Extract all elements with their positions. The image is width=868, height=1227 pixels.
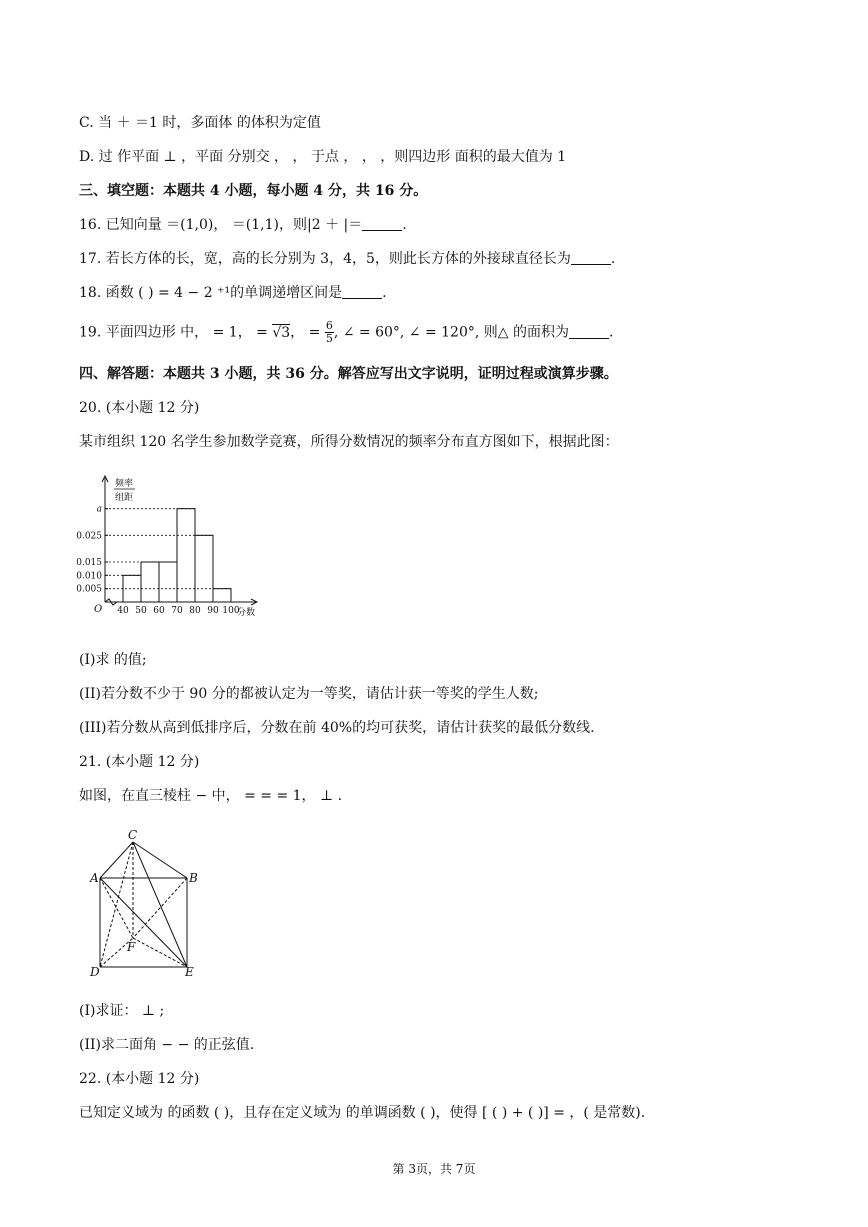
q19-fraction: [325, 320, 334, 345]
q16-text: 16. 已知向量 ＝(1,0)， ＝(1,1)，则|2 ＋ |＝: [79, 217, 363, 233]
histogram-bar: [159, 562, 177, 602]
q19-denominator: 5: [325, 332, 333, 345]
q20-part-ii: (II)若分数不少于 90 分的都被认定为一等奖，请估计获一等奖的学生人数;: [79, 686, 539, 702]
x-tick-label: 40: [117, 606, 129, 616]
y-tick-label: 0.015: [76, 558, 102, 568]
q18-text: 18. 函数 ( ) = 4 − 2 ⁺¹的单调递增区间是: [79, 285, 343, 301]
y-tick-label: 0.005: [76, 584, 102, 595]
label-e: E: [185, 965, 194, 979]
answer-blank: [342, 284, 382, 299]
q21-part-i: (I)求证： ⊥ ;: [79, 1003, 165, 1019]
edge-ca: [100, 842, 133, 878]
q20-part-iii: (III)若分数从高到低排序后，分数在前 40%的均可获奖，请估计获奖的最低分数线.: [79, 720, 595, 736]
x-tick-label: 70: [171, 606, 183, 616]
question-18: [79, 283, 387, 303]
label-b: B: [189, 871, 198, 885]
question-17: [79, 249, 615, 269]
x-tick-label: 80: [189, 606, 201, 616]
y-tick-label: 0.025: [76, 531, 102, 542]
q19-sqrt: √3: [272, 324, 291, 341]
histogram-bar: [141, 562, 159, 602]
x-tick-label: 60: [153, 606, 165, 616]
x-tick-label: 50: [135, 606, 147, 616]
x-tick-label: 100: [222, 606, 240, 616]
frequency-histogram: [76, 474, 279, 624]
prism-figure: [85, 826, 205, 981]
q16-end: .: [402, 217, 407, 233]
label-c: C: [128, 828, 138, 842]
q19-numerator: 6: [325, 319, 333, 332]
label-d: D: [90, 965, 100, 979]
q19-text-2: ， =: [290, 324, 321, 341]
answer-blank: [362, 216, 402, 231]
y-tick-label: 0.010: [76, 571, 102, 582]
y-axis-label-denominator: 组距: [115, 493, 134, 503]
section-4-heading: 四、解答题：本题共 3 小题，共 36 分。解答应写出文字说明，证明过程或演算步骤。: [79, 366, 618, 382]
edge-ae: [100, 878, 187, 967]
option-c: C. 当 ＋ ＝1 时，多面体 的体积为定值: [79, 115, 321, 131]
x-tick-label: 90: [207, 606, 219, 616]
section-3-heading: 三、填空题：本题共 4 小题，每小题 4 分，共 16 分。: [79, 183, 428, 199]
q20-part-i: (I)求 的值;: [79, 652, 147, 668]
y-tick-label: a: [96, 504, 102, 515]
q20-heading: 20. (本小题 12 分): [79, 400, 200, 416]
q17-end: .: [610, 251, 616, 267]
edge-ce: [133, 842, 187, 967]
edge-bf: [133, 878, 187, 938]
q19-text: 19. 平面四边形 中， = 1， =: [79, 324, 268, 341]
q19-end: .: [609, 324, 614, 341]
option-d: D. 过 作平面 ⊥ ，平面 分别交 ， ， 于点 ， ， ，则四边形 面积的最大值为 1: [79, 149, 567, 165]
question-16: [79, 215, 407, 235]
label-f: F: [127, 940, 136, 954]
page-footer: 第 3页，共 7页: [392, 1162, 476, 1176]
q20-body: 某市组织 120 名学生参加数学竞赛，所得分数情况的频率分布直方图如下，根据此图：: [79, 434, 619, 450]
edge-af: [100, 878, 133, 938]
q21-part-ii: (II)求二面角 − − 的正弦值.: [79, 1037, 255, 1053]
answer-blank: [571, 250, 611, 265]
q18-end: .: [382, 285, 387, 301]
q22-body: 已知定义域为 的函数 ( )，且存在定义域为 的单调函数 ( )，使得 [ ( ) + ( )] = ，( 是常数).: [79, 1105, 646, 1121]
edge-fe: [133, 938, 187, 967]
answer-blank: [569, 324, 609, 339]
x-axis-label: 分数: [237, 608, 256, 618]
question-19: [79, 320, 613, 345]
label-a: A: [90, 871, 99, 885]
q21-heading: 21. (本小题 12 分): [79, 754, 200, 770]
q17-text: 17. 若长方体的长，宽，高的长分别为 3，4，5，则此长方体的外接球直径长为: [79, 251, 571, 267]
histogram-bar: [177, 509, 195, 602]
origin-label: O: [94, 604, 103, 615]
q19-text-3: , ∠ = 60°, ∠ = 120°, 则△ 的面积为: [333, 324, 569, 341]
q21-body: 如图，在直三棱柱 − 中， = = = 1， ⊥ .: [79, 788, 343, 804]
histogram-bar: [195, 535, 213, 602]
y-axis-label-numerator: 频率: [115, 479, 134, 489]
q22-heading: 22. (本小题 12 分): [79, 1071, 200, 1087]
histogram-bar: [213, 589, 231, 602]
